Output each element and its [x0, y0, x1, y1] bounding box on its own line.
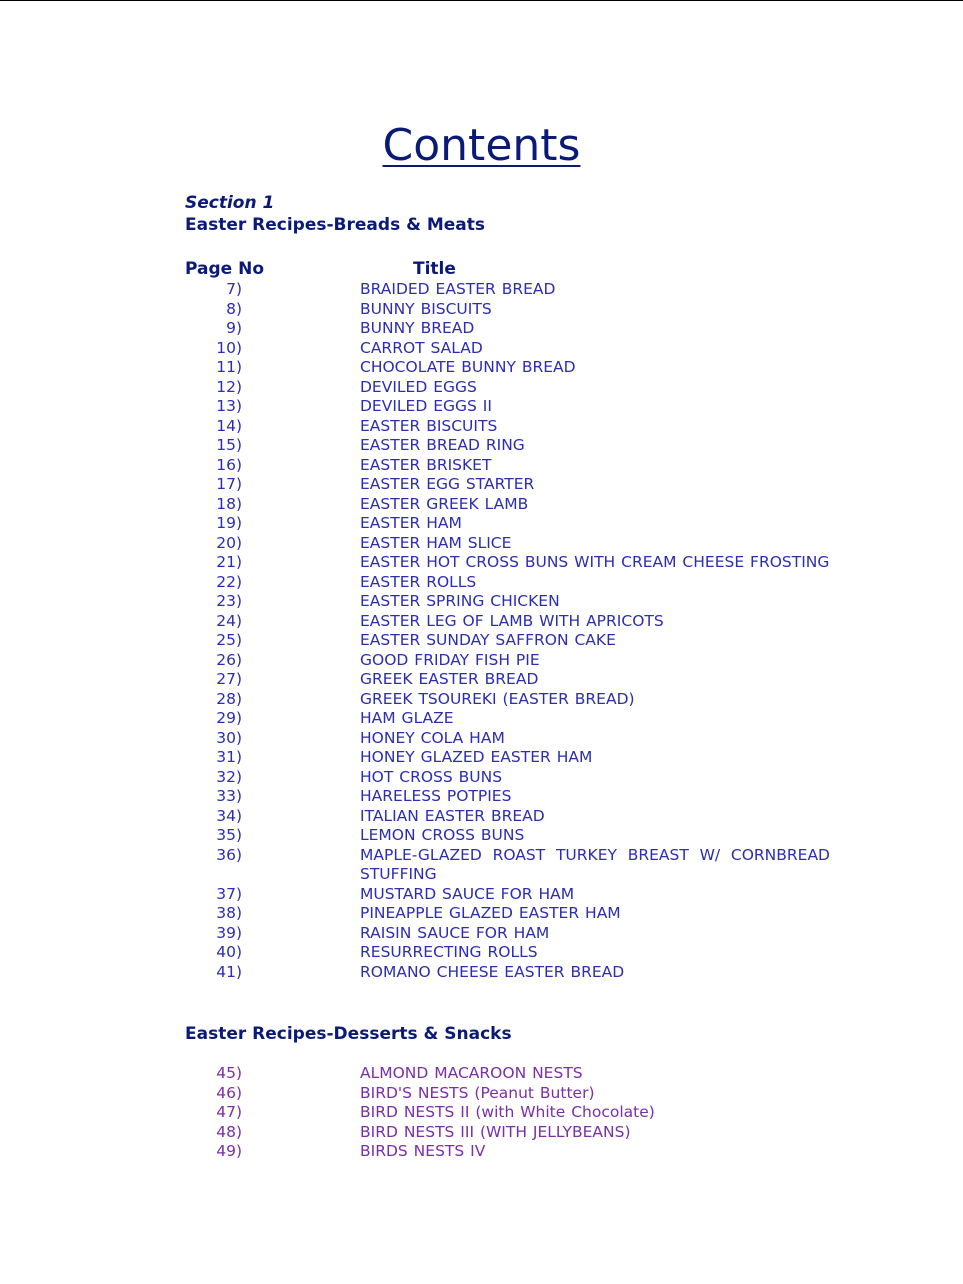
toc-entry-title: CARROT SALAD [360, 338, 483, 357]
toc-entry [185, 1103, 830, 1123]
toc-entry [185, 397, 830, 417]
toc-entry [185, 943, 830, 963]
toc-entry [185, 514, 830, 534]
toc-entry-title: EASTER BRISKET [360, 455, 492, 474]
toc-entry-title: HONEY GLAZED EASTER HAM [360, 748, 593, 766]
toc-entry [185, 846, 830, 885]
toc-list-desserts-snacks [185, 1064, 830, 1162]
toc-entry-page-number: 38) [216, 904, 242, 922]
toc-entry-page-number: 33) [216, 787, 242, 805]
toc-entry-page-number: 49) [216, 1142, 242, 1160]
toc-entry-title: MUSTARD SAUCE FOR HAM [360, 884, 575, 903]
toc-entry-page-number: 15) [216, 436, 242, 454]
column-header-title: Title [413, 259, 456, 279]
toc-entry-page-number: 36) [216, 845, 242, 864]
toc-entry [185, 1142, 830, 1162]
toc-entry [185, 339, 830, 359]
toc-entry-title: BIRDS NESTS IV [360, 1142, 486, 1160]
toc-entry [185, 787, 830, 807]
toc-entry-page-number: 7) [226, 280, 242, 298]
toc-entry [185, 280, 830, 300]
toc-entry-title: GREEK EASTER BREAD [360, 670, 539, 688]
toc-entry-title: BUNNY BISCUITS [360, 299, 492, 318]
toc-entry-title: LEMON CROSS BUNS [360, 826, 525, 844]
toc-entry-title: EASTER ROLLS [360, 572, 477, 591]
toc-entry-page-number: 13) [216, 397, 242, 415]
toc-entry-title: BIRD'S NESTS (Peanut Butter) [360, 1083, 595, 1102]
toc-entry [185, 807, 830, 827]
toc-entry-page-number: 26) [216, 650, 242, 669]
toc-entry [185, 456, 830, 476]
toc-entry-title: EASTER BREAD RING [360, 436, 525, 454]
toc-entry [185, 904, 830, 924]
toc-entry [185, 709, 830, 729]
toc-entry-page-number: 34) [216, 806, 242, 825]
toc-entry-page-number: 14) [216, 416, 242, 435]
toc-entry-title: HOT CROSS BUNS [360, 767, 503, 786]
toc-entry-title: BUNNY BREAD [360, 319, 475, 337]
toc-entry [185, 670, 830, 690]
toc-entry-title: HAM GLAZE [360, 709, 454, 727]
toc-entry-page-number: 11) [216, 358, 242, 376]
toc-entry-title: ITALIAN EASTER BREAD [360, 806, 545, 825]
section-heading-desserts-snacks: Easter Recipes-Desserts & Snacks [185, 1024, 512, 1044]
toc-entry-page-number: 22) [216, 572, 242, 591]
toc-entry-page-number: 29) [216, 709, 242, 727]
toc-entry [185, 300, 830, 320]
toc-entry-title: HARELESS POTPIES [360, 787, 512, 805]
toc-entry-page-number: 40) [216, 943, 242, 961]
toc-entry-title: CHOCOLATE BUNNY BREAD [360, 358, 576, 376]
toc-entry [185, 631, 830, 651]
toc-entry-title: HONEY COLA HAM [360, 728, 505, 747]
toc-entry-page-number: 9) [226, 319, 242, 337]
toc-entry [185, 534, 830, 554]
toc-entry-title: EASTER SUNDAY SAFFRON CAKE [360, 631, 616, 649]
toc-entry [185, 358, 830, 378]
toc-entry-title: GREEK TSOUREKI (EASTER BREAD) [360, 689, 635, 708]
toc-entry [185, 1123, 830, 1143]
toc-entry [185, 690, 830, 710]
toc-entry [185, 729, 830, 749]
toc-entry-page-number: 12) [216, 377, 242, 396]
toc-entry-page-number: 47) [216, 1103, 242, 1121]
toc-entry-page-number: 27) [216, 670, 242, 688]
toc-entry-page-number: 39) [216, 923, 242, 942]
toc-entry-title: EASTER SPRING CHICKEN [360, 592, 560, 610]
section-label: Section 1 [185, 193, 275, 213]
toc-entry [185, 748, 830, 768]
toc-list-breads-meats [185, 280, 830, 982]
top-border-line [0, 0, 963, 1]
toc-entry-page-number: 37) [216, 884, 242, 903]
toc-entry-page-number: 20) [216, 533, 242, 552]
toc-entry-title: EASTER BISCUITS [360, 416, 498, 435]
toc-entry-title: EASTER EGG STARTER [360, 475, 535, 493]
section-heading-breads-meats: Easter Recipes-Breads & Meats [185, 215, 486, 235]
toc-entry [185, 573, 830, 593]
toc-entry-title: DEVILED EGGS II [360, 397, 492, 415]
toc-entry-page-number: 48) [216, 1122, 242, 1141]
toc-entry-title: RAISIN SAUCE FOR HAM [360, 923, 550, 942]
toc-entry-page-number: 17) [216, 475, 242, 493]
toc-entry-title: BIRD NESTS III (WITH JELLYBEANS) [360, 1122, 631, 1141]
toc-entry [185, 1084, 830, 1104]
toc-entry-page-number: 41) [216, 962, 242, 981]
toc-entry-title: EASTER HAM [360, 514, 462, 532]
toc-entry-title: EASTER HOT CROSS BUNS WITH CREAM CHEESE FROSTING [360, 553, 830, 571]
toc-entry-page-number: 21) [216, 553, 242, 571]
toc-entry [185, 651, 830, 671]
toc-entry-title: EASTER LEG OF LAMB WITH APRICOTS [360, 611, 664, 630]
toc-entry-title: EASTER GREEK LAMB [360, 494, 529, 513]
toc-entry [185, 378, 830, 398]
toc-entry-title: ROMANO CHEESE EASTER BREAD [360, 962, 625, 981]
toc-entry-page-number: 10) [216, 338, 242, 357]
toc-entry-page-number: 18) [216, 494, 242, 513]
toc-entry-title: BIRD NESTS II (with White Chocolate) [360, 1103, 655, 1121]
toc-entry [185, 436, 830, 456]
toc-entry [185, 475, 830, 495]
toc-entry-page-number: 8) [226, 299, 242, 318]
toc-entry [185, 553, 830, 573]
toc-entry-page-number: 31) [216, 748, 242, 766]
toc-entry-page-number: 25) [216, 631, 242, 649]
toc-entry-title: RESURRECTING ROLLS [360, 943, 538, 961]
toc-entry-page-number: 30) [216, 728, 242, 747]
toc-entry-page-number: 23) [216, 592, 242, 610]
toc-entry [185, 963, 830, 983]
toc-entry [185, 592, 830, 612]
toc-entry [185, 826, 830, 846]
toc-entry [185, 885, 830, 905]
column-header-page-no: Page No [185, 259, 264, 279]
toc-entry-title: EASTER HAM SLICE [360, 533, 512, 552]
toc-entry-page-number: 24) [216, 611, 242, 630]
toc-entry-page-number: 46) [216, 1083, 242, 1102]
toc-entry-page-number: 28) [216, 689, 242, 708]
toc-entry-page-number: 16) [216, 455, 242, 474]
toc-entry-title: PINEAPPLE GLAZED EASTER HAM [360, 904, 621, 922]
toc-entry-page-number: 35) [216, 826, 242, 844]
toc-entry-title: DEVILED EGGS [360, 377, 477, 396]
toc-entry-page-number: 32) [216, 767, 242, 786]
toc-entry-title: ALMOND MACAROON NESTS [360, 1064, 583, 1082]
toc-entry-title: GOOD FRIDAY FISH PIE [360, 650, 540, 669]
toc-entry-page-number: 19) [216, 514, 242, 532]
toc-entry [185, 319, 830, 339]
page-title: Contents [382, 120, 581, 171]
toc-entry-title: BRAIDED EASTER BREAD [360, 280, 556, 298]
toc-entry [185, 1064, 830, 1084]
toc-entry-title: MAPLE-GLAZED ROAST TURKEY BREAST W/ CORNBREAD STUFFING [360, 845, 830, 883]
toc-entry [185, 924, 830, 944]
toc-entry [185, 768, 830, 788]
toc-entry [185, 417, 830, 437]
toc-entry [185, 495, 830, 515]
toc-entry [185, 612, 830, 632]
toc-entry-page-number: 45) [216, 1064, 242, 1082]
